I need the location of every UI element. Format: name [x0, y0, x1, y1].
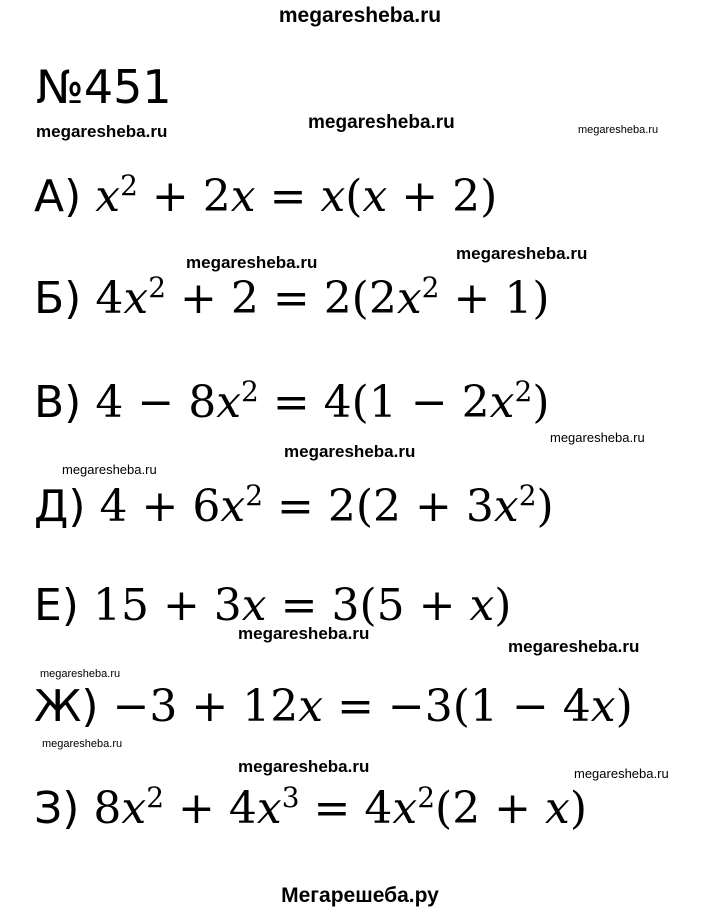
watermark: megaresheba.ru [186, 253, 318, 272]
watermark: megaresheba.ru [36, 122, 168, 141]
equation-v [34, 374, 714, 432]
equation-a [34, 168, 714, 226]
equation-z [34, 780, 714, 838]
equation-expression: $4x^2 + 2 = 2(2x^2 + 1)$ [95, 271, 550, 324]
watermark: megaresheba.ru [574, 766, 669, 781]
equation-label: А) [34, 171, 82, 222]
equation-label: Ж) [34, 681, 99, 732]
equation-expression: $x^2 + 2x = x(x + 2)$ [95, 169, 498, 222]
watermark: megaresheba.ru [62, 462, 157, 477]
equation-label: Б) [34, 273, 82, 324]
equation-label: В) [34, 377, 82, 428]
footer-watermark: Мегарешеба.ру [281, 884, 439, 907]
equation-e [34, 577, 714, 635]
equation-d [34, 478, 714, 536]
header-watermark: megaresheba.ru [278, 4, 442, 27]
watermark: megaresheba.ru [550, 430, 645, 445]
watermark: megaresheba.ru [40, 668, 121, 680]
watermark: megaresheba.ru [238, 624, 370, 643]
equation-zh [34, 678, 714, 736]
equation-expression: 15 + 3x = 3(5 + x) [92, 580, 512, 631]
watermark: megaresheba.ru [284, 442, 416, 461]
equation-expression: $4 + 6x^2 = 2(2 + 3x^2)$ [99, 479, 554, 532]
equation-label: Е) [34, 580, 79, 631]
watermark: megaresheba.ru [308, 112, 455, 133]
equation-expression: $8x^2 + 4x^3 = 4x^2(2 + x)$ [93, 781, 588, 834]
equation-label: З) [34, 783, 80, 834]
equation-expression: −3 + 12x = −3(1 − 4x) [112, 681, 633, 732]
watermark: megaresheba.ru [578, 124, 659, 136]
watermark: megaresheba.ru [508, 637, 640, 656]
problem-number: №451 [36, 60, 172, 114]
watermark: megaresheba.ru [456, 244, 588, 263]
watermark: megaresheba.ru [42, 738, 123, 750]
equation-expression: $4 - 8x^2 = 4(1 - 2x^2)$ [95, 375, 550, 428]
equation-label: Д) [34, 481, 86, 532]
equation-b [34, 270, 714, 328]
watermark: megaresheba.ru [238, 757, 370, 776]
